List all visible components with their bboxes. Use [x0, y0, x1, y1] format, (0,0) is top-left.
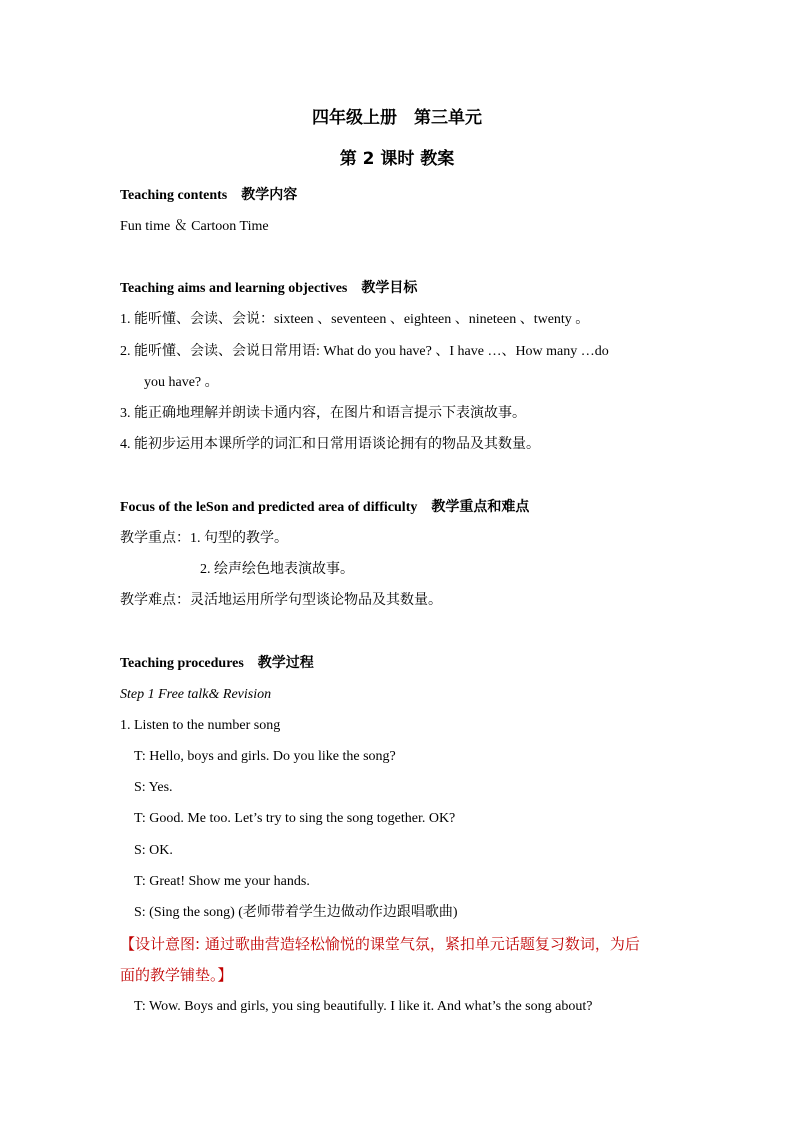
difficulty-point: 教学难点：灵活地运用所学句型谈论物品及其数量。 [120, 593, 442, 608]
dialogue-line: S: OK. [134, 843, 173, 858]
dialogue-line: T: Great! Show me your hands. [134, 874, 310, 889]
dialogue-line: S: (Sing the song) (老师带着学生边做动作边跟唱歌曲) [134, 905, 458, 920]
key-point-2: 2. 绘声绘色地表演故事。 [200, 562, 354, 577]
dialogue-line: T: Good. Me too. Let’s try to sing the song together. OK? [134, 811, 456, 826]
dialogue-line: T: Hello, boys and girls. Do you like the song? [134, 749, 396, 764]
dialogue-line: T: Wow. Boys and girls, you sing beautifully. I like it. And what’s the song about? [134, 999, 593, 1014]
design-note-continuation: 面的教学铺垫。】 [120, 966, 233, 984]
design-note: 【设计意图: 通过歌曲营造轻松愉悦的课堂气氛，紧扣单元话题复习数词，为后 [120, 935, 640, 953]
aim-item: 4. 能初步运用本课所学的词汇和日常用语谈论拥有的物品及其数量。 [120, 437, 540, 452]
dialogue-line: S: Yes. [134, 780, 173, 795]
aim-item-continuation: you have? 。 [144, 375, 219, 390]
step-1-substep: 1. Listen to the number song [120, 718, 281, 733]
teaching-aims-heading: Teaching aims and learning objectives 教学目标 [120, 281, 418, 296]
procedures-heading: Teaching procedures 教学过程 [120, 656, 314, 671]
lesson-subtitle: 第 2 课时 教案 [339, 149, 455, 169]
focus-heading: Focus of the leSon and predicted area of difficulty 教学重点和难点 [120, 500, 530, 515]
aim-item: 2. 能听懂、会读、会说日常用语: What do you have? 、I have …、How many …do [120, 344, 609, 359]
aim-item: 1. 能听懂、会读、会说：sixteen 、seventeen 、eighteen 、nineteen 、twenty 。 [120, 312, 590, 327]
document-title: 四年级上册 第三单元 [312, 108, 482, 128]
teaching-contents-text: Fun time ＆ Cartoon Time [120, 219, 269, 234]
step-1-title: Step 1 Free talk& Revision [120, 687, 272, 702]
teaching-contents-heading: Teaching contents 教学内容 [120, 188, 298, 203]
key-point-1: 教学重点：1. 句型的教学。 [120, 531, 288, 546]
aim-item: 3. 能正确地理解并朗读卡通内容，在图片和语言提示下表演故事。 [120, 406, 526, 421]
